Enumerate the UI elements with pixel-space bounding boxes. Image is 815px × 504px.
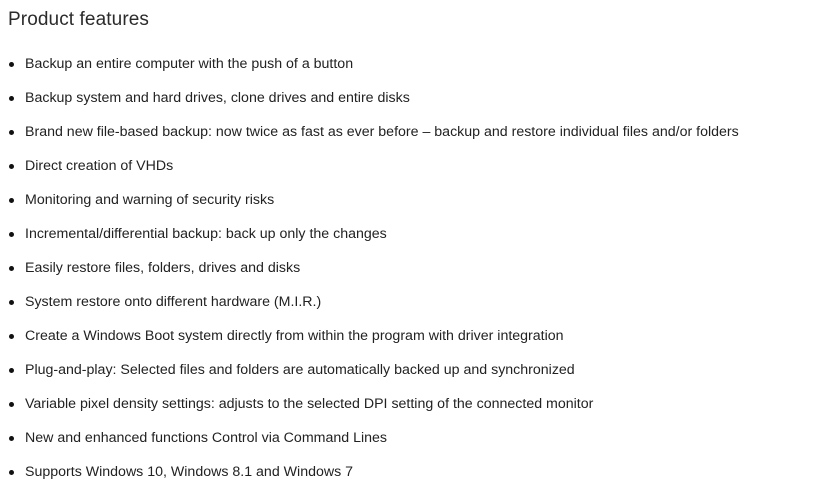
- feature-list: [0, 47, 815, 489]
- bullet-icon: [9, 368, 14, 373]
- bullet-icon: [9, 334, 14, 339]
- feature-text: Backup an entire computer with the push of a button: [25, 56, 354, 72]
- feature-item: [0, 421, 815, 455]
- feature-item: [0, 353, 815, 387]
- feature-item: [0, 183, 815, 217]
- bullet-icon: [9, 402, 14, 407]
- feature-item: [0, 251, 815, 285]
- bullet-icon: [9, 470, 14, 475]
- bullet-icon: [9, 130, 14, 135]
- feature-text: Variable pixel density settings: adjusts to the selected DPI setting of the connected monitor: [25, 396, 594, 412]
- feature-text: Supports Windows 10, Windows 8.1 and Windows 7: [25, 464, 354, 480]
- bullet-icon: [9, 266, 14, 271]
- bullet-icon: [9, 436, 14, 441]
- feature-text: System restore onto different hardware (M.I.R.): [25, 294, 322, 310]
- feature-text: Direct creation of VHDs: [25, 158, 174, 174]
- feature-item: [0, 285, 815, 319]
- feature-text: Brand new file-based backup: now twice as fast as ever before – backup and restore individual files and/or folders: [25, 124, 739, 140]
- section-title: Product features: [8, 9, 150, 30]
- bullet-icon: [9, 198, 14, 203]
- feature-text: New and enhanced functions Control via Command Lines: [25, 430, 387, 446]
- feature-text: Plug-and-play: Selected files and folders are automatically backed up and synchronized: [25, 362, 575, 378]
- feature-item: [0, 81, 815, 115]
- feature-text: Monitoring and warning of security risks: [25, 192, 275, 208]
- bullet-icon: [9, 300, 14, 305]
- feature-item: [0, 387, 815, 421]
- bullet-icon: [9, 232, 14, 237]
- feature-text: Backup system and hard drives, clone drives and entire disks: [25, 90, 410, 106]
- bullet-icon: [9, 96, 14, 101]
- feature-text: Easily restore files, folders, drives and disks: [25, 260, 301, 276]
- feature-text: Create a Windows Boot system directly from within the program with driver integration: [25, 328, 564, 344]
- feature-item: [0, 149, 815, 183]
- bullet-icon: [9, 164, 14, 169]
- feature-text: Incremental/differential backup: back up only the changes: [25, 226, 387, 242]
- feature-item: [0, 319, 815, 353]
- bullet-icon: [9, 62, 14, 67]
- feature-item: [0, 455, 815, 489]
- feature-item: [0, 115, 815, 149]
- feature-item: [0, 217, 815, 251]
- feature-item: [0, 47, 815, 81]
